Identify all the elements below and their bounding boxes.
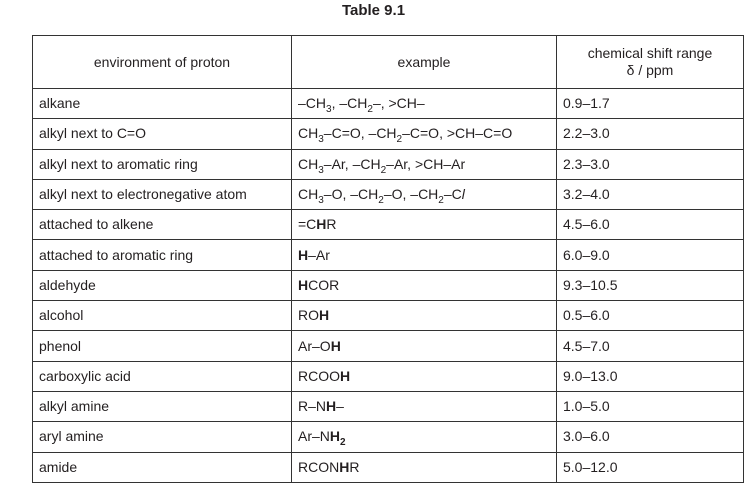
cell-example [292,331,557,361]
subscript: 2 [438,195,444,207]
cell-environment: aryl amine [33,422,292,452]
cell-environment: carboxylic acid [33,361,292,391]
subscript: 2 [367,104,373,116]
cell-environment: alcohol [33,301,292,331]
formula-segment: –O, –CH [383,186,439,203]
cell-shift-range: 0.5–6.0 [557,301,744,331]
cell-shift-range: 5.0–12.0 [557,452,744,482]
cell-shift-range: 6.0–9.0 [557,240,744,270]
table-body [33,89,744,483]
cell-example [292,179,557,209]
table-row [33,331,744,361]
cell-example [292,452,557,482]
nmr-shift-table [32,35,744,483]
header-row [33,36,744,89]
cell-example [292,361,557,391]
table-row [33,179,744,209]
formula-segment: H [316,216,327,233]
cell-example [292,270,557,300]
subscript: 3 [318,164,324,176]
table-row [33,89,744,119]
cell-example [292,119,557,149]
cell-shift-range: 0.9–1.7 [557,89,744,119]
cell-shift-range: 9.0–13.0 [557,361,744,391]
cell-environment: phenol [33,331,292,361]
cell-environment: attached to aromatic ring [33,240,292,270]
cell-shift-range: 4.5–7.0 [557,331,744,361]
table-row [33,149,744,179]
formula-segment: RO [298,307,319,324]
formula-segment: R–N [298,398,327,415]
cell-environment: attached to alkene [33,210,292,240]
cell-shift-range: 9.3–10.5 [557,270,744,300]
header-shift-line1: chemical shift range [587,45,713,61]
cell-environment: alkyl next to aromatic ring [33,149,292,179]
formula-segment: –, >CH– [372,95,425,112]
formula-segment: RCOO [298,367,340,384]
subscript: 2 [378,195,384,207]
formula-segment: CH [298,186,319,203]
cell-environment: alkane [33,89,292,119]
cell-example [292,301,557,331]
table-row [33,270,744,300]
cell-example [292,149,557,179]
formula-segment: –O, –CH [323,186,379,203]
formula-segment: H [298,276,309,293]
formula-segment: H [340,367,351,384]
cell-example [292,89,557,119]
cell-environment: aldehyde [33,270,292,300]
table-row [33,452,744,482]
formula-segment: CH [298,125,319,142]
cell-environment: alkyl amine [33,391,292,421]
formula-segment: –CH [298,95,327,112]
formula-segment: –C [443,186,462,203]
subscript: 3 [318,134,324,146]
formula-segment: –Ar, –CH [323,155,381,172]
formula-segment: –C=O, >CH–C=O [402,125,513,142]
formula-segment: –C=O, –CH [323,125,397,142]
cell-environment: alkyl next to electronegative atom [33,179,292,209]
formula-segment: H [326,398,337,415]
table-row [33,422,744,452]
cell-example [292,210,557,240]
header-example: example [292,36,557,89]
cell-shift-range: 2.3–3.0 [557,149,744,179]
table-row [33,361,744,391]
header-environment: environment of proton [33,36,292,89]
table-title: Table 9.1 [341,2,406,19]
formula-segment: – [336,398,344,415]
formula-segment: COR [308,276,340,293]
cell-shift-range: 3.2–4.0 [557,179,744,209]
formula-segment: R [326,216,337,233]
formula-segment: R [349,458,360,475]
formula-segment: RCON [298,458,340,475]
cell-example [292,422,557,452]
formula-segment: H [298,246,309,263]
formula-segment: –Ar [308,246,330,263]
formula-segment: , –CH [331,95,368,112]
cell-example [292,391,557,421]
formula-segment: Ar–O [298,337,331,354]
formula-segment: H [330,337,341,354]
cell-environment: amide [33,452,292,482]
formula-segment: l [461,186,465,203]
header-shift-unit: δ / ppm [626,62,674,78]
table-row [33,119,744,149]
subscript: 2 [340,437,346,449]
cell-example [292,240,557,270]
cell-shift-range: 2.2–3.0 [557,119,744,149]
header-chemical-shift [557,36,744,89]
subscript: 3 [318,195,324,207]
cell-shift-range: 3.0–6.0 [557,422,744,452]
table-row [33,391,744,421]
formula-segment: H [329,428,341,445]
formula-segment: H [319,307,330,324]
subscript: 2 [396,134,403,146]
formula-segment: =C [298,216,317,233]
subscript: 3 [326,104,332,116]
formula-segment: –Ar, >CH–Ar [386,155,466,172]
table-row [33,301,744,331]
formula-segment: CH [298,155,319,172]
table-row [33,240,744,270]
subscript: 2 [380,164,387,176]
formula-segment: H [339,458,350,475]
formula-segment: Ar–N [298,428,330,445]
cell-environment: alkyl next to C=O [33,119,292,149]
cell-shift-range: 1.0–5.0 [557,391,744,421]
cell-shift-range: 4.5–6.0 [557,210,744,240]
table-row [33,210,744,240]
